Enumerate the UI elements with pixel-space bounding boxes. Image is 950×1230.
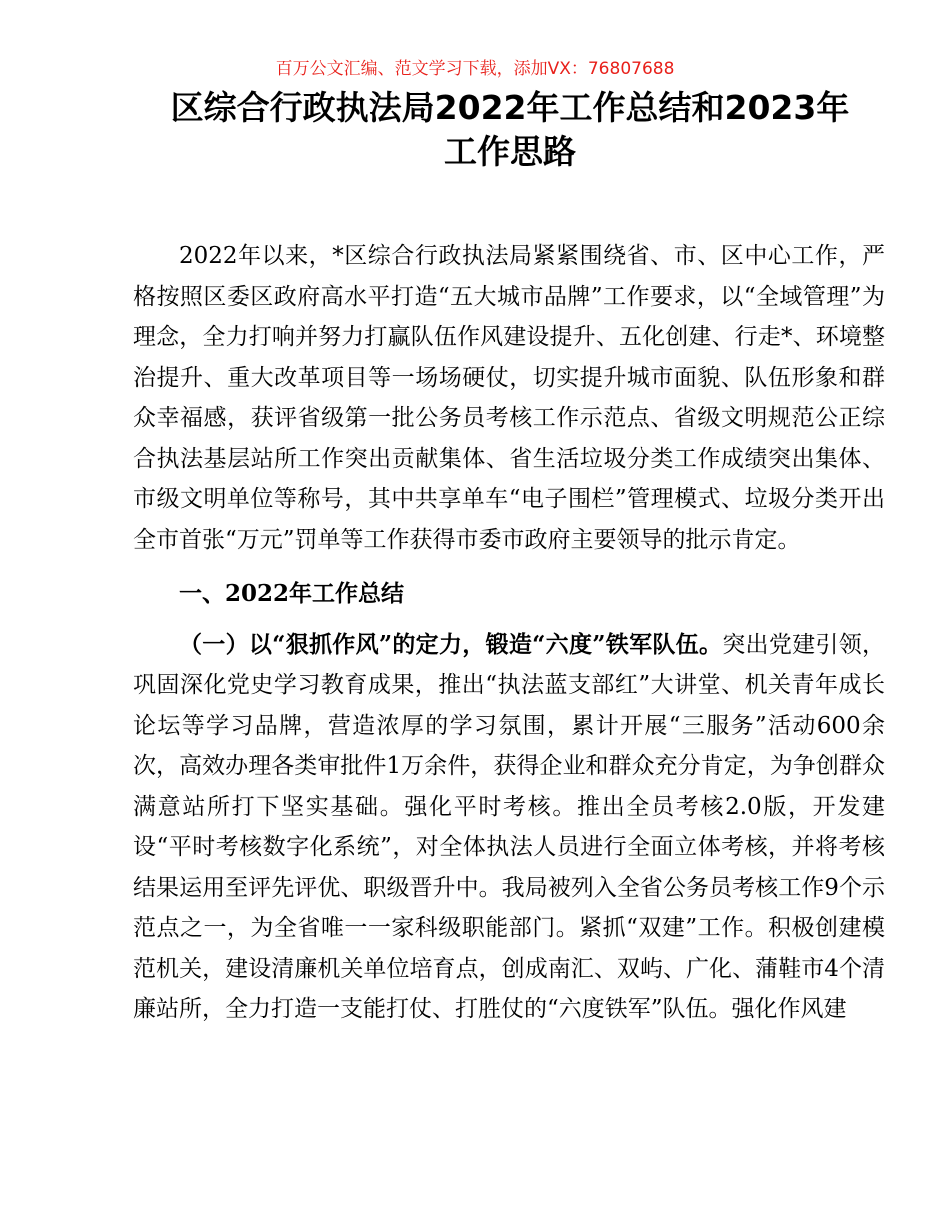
section-heading: 一、2022年工作总结 [179,580,405,607]
title-line-1: 区综合行政执法局2022年工作总结和2023年 [170,88,850,127]
document-body [133,236,885,1030]
subsection-lead: （一）以“狠抓作风”的定力，锻造“六度”铁军队伍。 [179,630,723,658]
intro-paragraph: 2022年以来，*区综合行政执法局紧紧围绕省、市、区中心工作，严格按照区委区政府高水平打造“五大城市品牌”工作要求，以“全域管理”为理念，全力打响并努力打赢队伍作风建设提升、五化创建、行走*、环境整治提升、重大改革项目等一场场硬仗，切实提升城市面貌、队伍形象和群众幸福感，获评省级第一批公务员考核工作示范点、省级文明规范公正综合执法基层站所工作突出贡献集体、省生活垃圾分类工作成绩突出集体、市级文明单位等称号，其中共享单车“电子围栏”管理模式、垃圾分类开出全市首张“万元”罚单等工作获得市委市政府主要领导的批示肯定。 [133,243,885,553]
document-title [120,86,900,174]
title-line-2: 工作思路 [444,132,576,171]
subsection-paragraph [133,625,885,1030]
watermark-header: 百万公文汇编、范文学习下载，添加VX：76807688 [275,59,675,79]
subsection-text: 突出党建引领，巩固深化党史学习教育成果，推出“执法蓝支部红”大讲堂、机关青年成长论坛等学习品牌，营造浓厚的学习氛围，累计开展“三服务”活动600余次，高效办理各类审批件1万余件，获得企业和群众充分肯定，为争创群众满意站所打下坚实基础。强化平时考核。推出全员考核2.0版，开发建设“平时考核数字化系统”，对全体执法人员进行全面立体考核，并将考核结果运用至评先评优、职级晋升中。我局被列入全省公务员考核工作9个示范点之一，为全省唯一一家科级职能部门。紧抓“双建”工作。积极创建模范机关，建设清廉机关单位培育点，创成南汇、双屿、广化、蒲鞋市4个清廉站所，全力打造一支能打仗、打胜仗的“六度铁军”队伍。强化作风建 [133,631,886,1022]
